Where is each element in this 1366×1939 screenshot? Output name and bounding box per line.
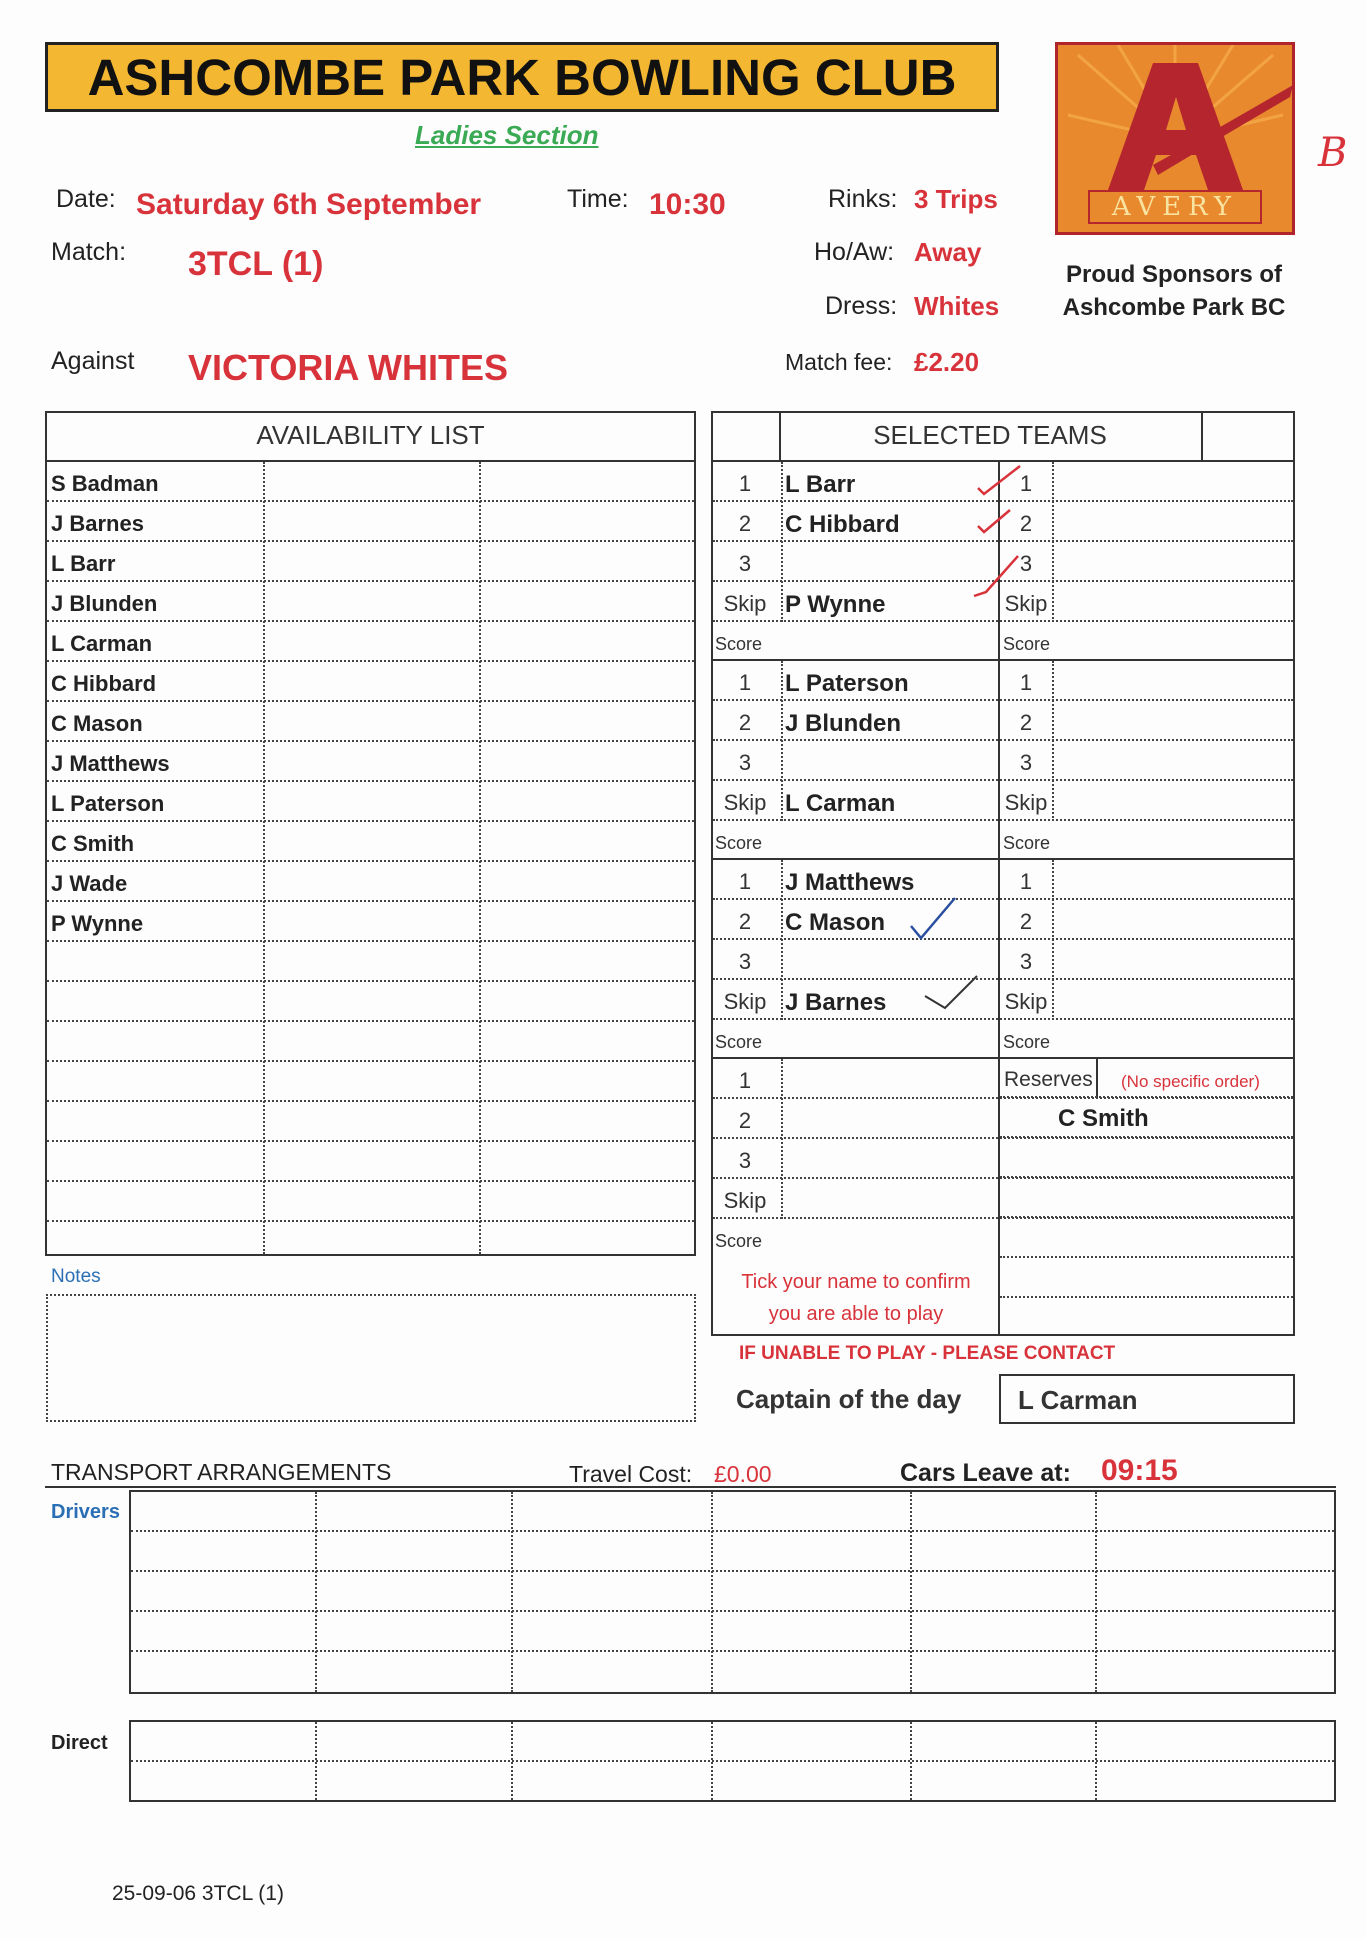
row-divider: [713, 620, 1293, 622]
score-label: Score: [715, 1032, 763, 1052]
travel-cost-value: £0.00: [714, 1461, 772, 1487]
transport-col-divider: [1095, 1492, 1097, 1692]
opponent-position: 1: [1019, 869, 1033, 894]
selected-player-name: L Carman: [785, 790, 896, 817]
col-divider: [781, 661, 783, 821]
rink-position: 1: [738, 471, 752, 496]
tick-line-1: Tick your name to confirm: [741, 1271, 971, 1293]
drivers-label: Drivers: [51, 1501, 120, 1523]
divider: [1096, 1058, 1098, 1098]
opponent-position: Skip: [1004, 591, 1048, 616]
divider: [45, 460, 696, 462]
opponent-position: 3: [1019, 551, 1033, 576]
available-player-name[interactable]: L Barr: [51, 551, 116, 576]
selected-player-name: C Mason: [785, 909, 886, 936]
rink-position: 2: [738, 1108, 752, 1133]
team-divider: [711, 1057, 1295, 1059]
transport-col-divider: [711, 1492, 713, 1692]
transport-col-divider: [910, 1492, 912, 1692]
reserve-row-divider: [1000, 1096, 1293, 1098]
captain-label: Captain of the day: [736, 1384, 962, 1414]
row-divider: [47, 580, 694, 582]
available-player-name[interactable]: L Carman: [51, 631, 153, 656]
divider: [1201, 411, 1203, 461]
transport-row-divider: [131, 1570, 1334, 1572]
col-divider: [1052, 462, 1054, 622]
footer-reference: 25-09-06 3TCL (1): [112, 1882, 284, 1905]
rink-position: 2: [738, 511, 752, 536]
team-divider: [711, 858, 1295, 860]
time-value: 10:30: [649, 188, 726, 221]
match-label: Match:: [51, 238, 127, 266]
rink-position: Skip: [723, 591, 767, 616]
tick-marks-icon: [905, 890, 1005, 1020]
drivers-table: [129, 1490, 1336, 1694]
opponent-position: 1: [1019, 670, 1033, 695]
captain-value: L Carman: [1018, 1385, 1138, 1415]
reserves-label: Reserves: [1004, 1068, 1093, 1091]
direct-label: Direct: [51, 1732, 108, 1754]
row-divider: [47, 620, 694, 622]
row-divider: [47, 500, 694, 502]
selected-teams-heading: SELECTED TEAMS: [873, 420, 1107, 450]
available-player-name[interactable]: C Mason: [51, 711, 143, 736]
row-divider: [47, 700, 694, 702]
hoaw-value: Away: [914, 237, 982, 267]
score-label: Score: [715, 833, 763, 853]
opponent-position: 3: [1019, 750, 1033, 775]
available-player-name[interactable]: S Badman: [51, 471, 159, 496]
transport-row-divider: [131, 1530, 1334, 1532]
available-player-name[interactable]: J Matthews: [51, 751, 170, 776]
sponsor-text: Proud Sponsors of Ashcombe Park BC: [1062, 261, 1286, 321]
score-label: Score: [715, 634, 763, 654]
available-player-name[interactable]: J Barnes: [51, 511, 144, 536]
rink-position: 3: [738, 1148, 752, 1173]
available-player-name[interactable]: P Wynne: [51, 911, 144, 936]
fee-label: Match fee:: [785, 349, 893, 375]
travel-cost-label: Travel Cost:: [569, 1461, 693, 1487]
opponent-score-label: Score: [1003, 1032, 1051, 1052]
availability-table: [45, 411, 696, 1256]
row-divider: [47, 1020, 694, 1022]
transport-heading: TRANSPORT ARRANGEMENTS: [51, 1459, 392, 1485]
notes-box[interactable]: [46, 1294, 696, 1422]
dress-value: Whites: [914, 291, 1000, 321]
available-player-name[interactable]: L Paterson: [51, 791, 165, 816]
opponent-position: 2: [1019, 909, 1033, 934]
rink-position: 1: [738, 869, 752, 894]
row-divider: [47, 1140, 694, 1142]
reserve-row-divider: [1000, 1176, 1293, 1178]
rink-position: 3: [738, 551, 752, 576]
rinks-value: 3 Trips: [914, 184, 998, 214]
availability-heading: AVAILABILITY LIST: [256, 420, 485, 450]
row-divider: [713, 779, 1293, 781]
date-value: Saturday 6th September: [136, 188, 482, 221]
rink-position: Skip: [723, 790, 767, 815]
rink-position: 1: [738, 1068, 752, 1093]
fee-value: £2.20: [914, 347, 980, 377]
row-divider: [47, 740, 694, 742]
row-divider: [713, 699, 1293, 701]
col-divider: [781, 860, 783, 1020]
hoaw-label: Ho/Aw:: [814, 238, 895, 266]
opponent-position: 3: [1019, 949, 1033, 974]
tick-marks-icon: [970, 460, 1030, 610]
time-label: Time:: [567, 185, 629, 213]
selected-player-name: L Barr: [785, 471, 856, 498]
col-divider: [1052, 860, 1054, 1020]
transport-row-divider: [131, 1760, 1334, 1762]
selected-player-name: P Wynne: [785, 591, 886, 618]
against-label: Against: [51, 347, 135, 375]
opponent-position: 1: [1019, 471, 1033, 496]
selected-player-name: J Matthews: [785, 869, 915, 896]
transport-col-divider: [315, 1492, 317, 1692]
section-subtitle: Ladies Section: [415, 120, 599, 150]
available-player-name[interactable]: C Smith: [51, 831, 135, 856]
row-divider: [47, 1100, 694, 1102]
tick-line-2: you are able to play: [768, 1303, 944, 1325]
row-divider: [47, 780, 694, 782]
team-divider: [711, 659, 1295, 661]
notes-label: Notes: [51, 1266, 101, 1287]
row-divider: [47, 1180, 694, 1182]
selected-player-name: L Paterson: [785, 670, 909, 697]
club-title: ASHCOMBE PARK BOWLING CLUB: [45, 42, 999, 112]
row-divider: [47, 1060, 694, 1062]
opponent-position: 2: [1019, 710, 1033, 735]
rink-position: 2: [738, 710, 752, 735]
transport-row-divider: [131, 1610, 1334, 1612]
match-value: 3TCL (1): [188, 245, 324, 283]
transport-row-divider: [131, 1650, 1334, 1652]
sponsor-logo: [1055, 42, 1295, 235]
row-divider: [47, 660, 694, 662]
row-divider: [713, 819, 1293, 821]
reserve-row-divider: [1000, 1216, 1293, 1218]
selected-player-name: J Barnes: [785, 989, 887, 1016]
row-divider: [47, 1220, 694, 1222]
reserve-row-divider: [1000, 1136, 1293, 1138]
rink-position: 3: [738, 949, 752, 974]
row-divider: [47, 900, 694, 902]
rink-position: 3: [738, 750, 752, 775]
rink-position: 2: [738, 909, 752, 934]
selected-player-name: C Hibbard: [785, 511, 900, 538]
col-divider: [1052, 661, 1054, 821]
date-label: Date:: [56, 185, 116, 213]
logo-text: AVERY: [1088, 190, 1262, 224]
tick-instruction: [711, 1266, 1001, 1330]
handwritten-mark: B: [1318, 130, 1348, 176]
rink-position: Skip: [723, 989, 767, 1014]
cars-leave-label: Cars Leave at:: [900, 1459, 1071, 1487]
contact-instruction: IF UNABLE TO PLAY - PLEASE CONTACT: [739, 1343, 1116, 1364]
opponent-position: 2: [1019, 511, 1033, 536]
available-player-name[interactable]: J Blunden: [51, 591, 158, 616]
selected-player-name: J Blunden: [785, 710, 902, 737]
against-value: VICTORIA WHITES: [188, 347, 509, 388]
row-divider: [47, 540, 694, 542]
rinks-label: Rinks:: [828, 185, 898, 213]
opponent-score-label: Score: [1003, 634, 1051, 654]
row-divider: [47, 940, 694, 942]
transport-col-divider: [511, 1492, 513, 1692]
cars-leave-value: 09:15: [1101, 1454, 1178, 1487]
row-divider: [713, 739, 1293, 741]
reserve-row-divider: [1000, 1256, 1293, 1258]
row-divider: [47, 980, 694, 982]
col-divider: [781, 1059, 783, 1219]
reserve-player-name: C Smith: [1058, 1105, 1149, 1132]
score-label: Score: [715, 1231, 763, 1251]
opponent-position: Skip: [1004, 790, 1048, 815]
reserves-note: (No specific order): [1121, 1072, 1260, 1091]
available-player-name[interactable]: J Wade: [51, 871, 128, 896]
row-divider: [47, 820, 694, 822]
rink-position: Skip: [723, 1188, 767, 1213]
row-divider: [47, 860, 694, 862]
opponent-position: Skip: [1004, 989, 1048, 1014]
rink-position: 1: [738, 670, 752, 695]
reserve-row-divider: [1000, 1296, 1293, 1298]
dress-label: Dress:: [825, 292, 898, 320]
col-divider: [781, 462, 783, 622]
opponent-score-label: Score: [1003, 833, 1051, 853]
available-player-name[interactable]: C Hibbard: [51, 671, 157, 696]
